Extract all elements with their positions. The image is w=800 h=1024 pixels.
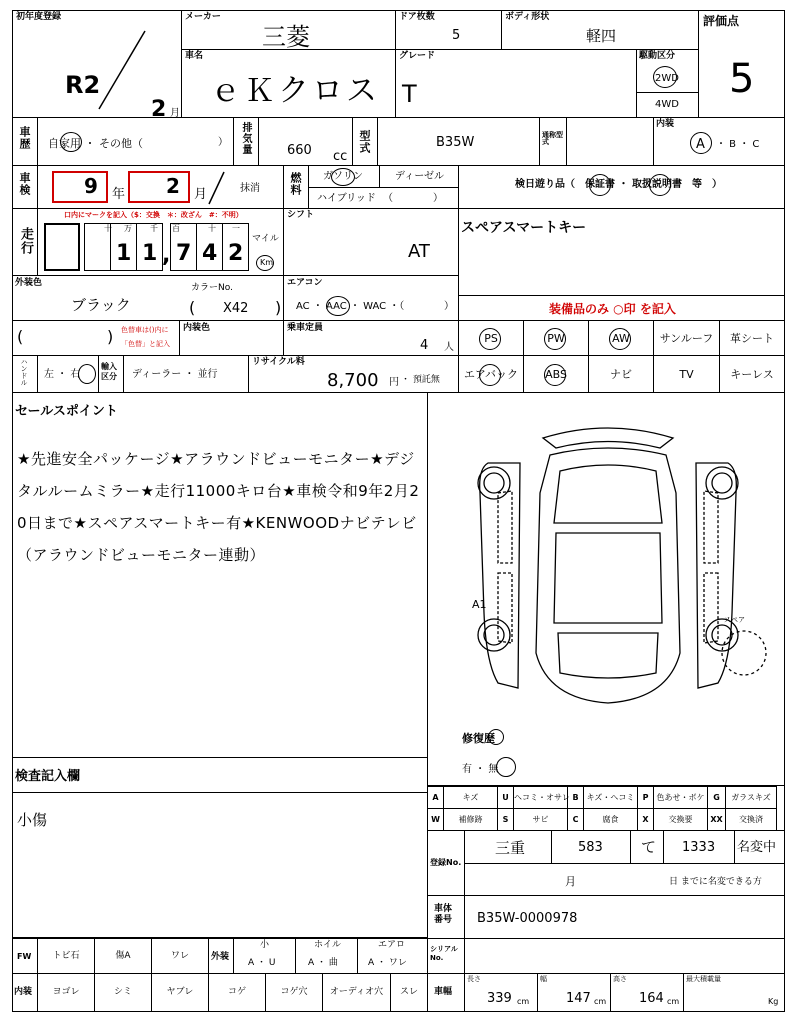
fuel-label: 燃料 [289, 172, 302, 196]
height-label: 高さ [613, 975, 627, 983]
fuel-cell [308, 165, 459, 209]
ac-close: ） [444, 301, 454, 312]
ext-wheel-cell [295, 938, 358, 974]
int-item-label: オーディオ穴 [329, 987, 384, 997]
fuel-hybrid-paren: （ ） [383, 193, 443, 204]
odometer-unit-label-5: 一 [232, 224, 240, 233]
legend-text: 補修跡 [458, 815, 483, 824]
drive-2wd: 2WD [655, 73, 679, 84]
load-unit: Kg [768, 997, 779, 1006]
repair-none-circle [496, 757, 516, 777]
color-code-value: X42 [223, 301, 249, 316]
score-value: 5 [729, 56, 755, 102]
capacity-unit: 人 [444, 342, 454, 353]
reg-change: 名変中 [737, 840, 777, 855]
color-code-close: ) [275, 298, 282, 317]
ext-aero-value: A ・ ワレ [368, 958, 407, 968]
reg-place-cell [464, 830, 552, 864]
equip-label: TV [679, 368, 694, 381]
length-cell [464, 973, 538, 1012]
cert-cell [566, 117, 654, 166]
diagonal-slash [93, 27, 153, 112]
fw-item-cell [37, 938, 95, 974]
int-color-cell [179, 320, 284, 356]
load-label: 最大積載量 [686, 975, 721, 983]
odometer-note: 口内にマークを記入（$：交換 ＊：改ざん #：不明） [64, 211, 243, 219]
history-label: 車歴 [18, 126, 31, 150]
reg-kana: て [641, 838, 657, 856]
equip-label: エアバック [463, 368, 519, 381]
odometer-unit-label-0: 十 [104, 224, 112, 233]
legend-code: C [572, 815, 579, 824]
import-label: 輸入区分 [101, 362, 117, 381]
int-color-label: 内装色 [183, 323, 211, 333]
capacity-value: 4 [420, 338, 429, 353]
reg-day-note: 日 までに名変できる方 [669, 877, 762, 887]
maker-cell [181, 10, 396, 50]
fw-item-label: トビ石 [52, 951, 80, 961]
sales-cell [12, 392, 428, 758]
equip-circle [479, 364, 501, 386]
fuel-gas-circle [331, 168, 355, 186]
model-cell [377, 117, 540, 166]
reg-class-cell [551, 830, 631, 864]
load-cell [683, 973, 785, 1012]
color-change-close: ) [107, 327, 114, 346]
int-item-cell [94, 973, 152, 1012]
equip-label: サンルーフ [659, 332, 714, 345]
odometer-digit-1: 1 [142, 241, 158, 266]
legend-code-cell [567, 808, 584, 831]
ext-label-cell [208, 938, 234, 974]
inspection-slash [206, 170, 228, 206]
odometer-km: Km [260, 258, 274, 267]
reg-number-cell [663, 830, 735, 864]
legend-text: キズ・ヘコミ [586, 793, 635, 802]
equip-cell-2-4 [653, 355, 720, 393]
int-label-cell [12, 973, 38, 1012]
int-item-label: コゲ穴 [280, 987, 308, 997]
inspector-text: 小傷 [17, 811, 48, 829]
inspection-month-box [128, 171, 190, 203]
reg-place: 三重 [495, 839, 526, 857]
color-code-open: ( [189, 298, 196, 317]
inspection-month: 2 [166, 174, 180, 198]
color-change-open: ( [17, 327, 24, 346]
serial-label-cell [427, 938, 465, 974]
size-label-cell [427, 973, 465, 1012]
legend-text-cell [583, 808, 638, 831]
legend-code: X [642, 815, 649, 824]
ext-label: 外装 [211, 952, 230, 962]
body-value: 軽四 [586, 27, 617, 45]
drive-2wd-circle [653, 66, 677, 88]
recycle-value: 8,700 [327, 370, 379, 391]
fuel-hybrid: ハイブリッド [317, 193, 376, 204]
odometer-mile: マイル [252, 234, 279, 244]
equip-circle [544, 364, 566, 386]
first-reg-label: 初年度登録 [16, 12, 62, 22]
odometer-label-cell [12, 208, 38, 276]
doors-value: 5 [452, 28, 461, 43]
cert-label-cell [539, 117, 567, 166]
import-label-cell [98, 355, 124, 393]
erased-label: 抹消 [240, 183, 260, 194]
chassis-value: B35W-0000978 [477, 911, 578, 926]
interior-rest: ・ B ・ C [716, 139, 760, 150]
odometer-unit-label-3: 百 [172, 224, 180, 233]
handle-value: 左 ・ 右 [44, 369, 81, 380]
odometer-unit-label-1: 万 [124, 224, 132, 233]
fw-item-cell [94, 938, 152, 974]
import-cell [123, 355, 249, 393]
ext-color-label: 外装色 [15, 278, 43, 288]
shift-label: シフト [287, 210, 315, 220]
name-label: 車名 [185, 51, 204, 61]
inspection-label-cell [12, 165, 38, 209]
legend-code-cell [707, 786, 726, 809]
grade-label: グレード [399, 51, 436, 61]
reg-deadline-cell [464, 863, 785, 896]
inspection-year: 9 [84, 174, 98, 198]
sales-title: セールスポイント [15, 404, 118, 419]
disp-label-cell [233, 117, 259, 166]
spare-label: スペア [724, 616, 745, 624]
ac-value: AC ・ AAC ・ WAC ・（ [296, 301, 405, 312]
equip-label: AW [612, 332, 630, 345]
name-value: ｅＫクロス [210, 73, 380, 109]
model-value: B35W [436, 135, 475, 150]
int-item-label: コゲ [227, 987, 246, 997]
legend-text: キズ [462, 793, 479, 802]
legend-text-cell [725, 808, 777, 831]
docs-cell [458, 165, 785, 209]
reg-number: 1333 [682, 840, 716, 855]
equip-label: PS [484, 332, 498, 345]
inspection-cell [37, 165, 284, 209]
legend-text: サビ [532, 815, 549, 824]
int-item-cell [151, 973, 209, 1012]
int-item-cell [265, 973, 323, 1012]
reg-class: 583 [578, 840, 603, 855]
legend-text: 色あせ・ボケ [656, 793, 705, 802]
interior-label: 内装 [656, 119, 675, 129]
shift-value: AT [408, 241, 430, 262]
body-cell [501, 10, 699, 50]
name-cell [181, 49, 396, 118]
int-item-label: ヤブレ [166, 987, 194, 997]
int-item-cell [390, 973, 428, 1012]
handle-right-circle [78, 364, 96, 384]
first-reg-month: 2 [151, 97, 167, 122]
drive-4wd: 4WD [655, 99, 679, 110]
recycle-label: リサイクル料 [252, 357, 305, 367]
chassis-label: 車体番号 [434, 904, 453, 925]
int-item-label: スレ [399, 987, 418, 997]
handle-label: ハンドル [20, 358, 28, 386]
repair-label: 修復歴 [462, 732, 495, 745]
equip-cell-1-3 [588, 320, 654, 356]
maker-value: 三菱 [262, 23, 310, 51]
inspector-cell [12, 792, 428, 938]
legend-text-cell [513, 808, 568, 831]
height-value: 164 [639, 991, 664, 1006]
legend-code: U [502, 793, 509, 802]
fuel-gas: ガソリン [323, 171, 363, 182]
size-label: 車幅 [434, 987, 453, 997]
equip-label: ナビ [610, 368, 632, 381]
legend-text-cell [653, 808, 708, 831]
legend-code-cell [497, 808, 514, 831]
grade-value: T [402, 80, 417, 108]
odometer-unit-label-2: 千 [150, 224, 158, 233]
odometer-label: 走行 [18, 227, 33, 255]
inspection-year-unit: 年 [112, 187, 126, 202]
legend-text-cell [725, 786, 777, 809]
history-close: ） [218, 137, 228, 148]
ext-color-value: ブラック [71, 296, 131, 314]
legend-text: 交換済 [739, 815, 763, 824]
color-change-cell [12, 320, 180, 356]
ext-wheel-label: ホイル [314, 940, 342, 950]
equip-cell-2-1 [458, 355, 524, 393]
docs-value: 検日遊り品（ 保証書 ・ 取扱説明書 等 ） [515, 179, 722, 190]
equip-cell-1-2 [523, 320, 589, 356]
equip-note-cell [458, 295, 785, 321]
int-item-label: ヨゴレ [52, 987, 80, 997]
chassis-label-cell [427, 895, 465, 939]
equip-label: ABS [545, 368, 567, 381]
body-label: ボディ形状 [505, 12, 550, 22]
ac-label: エアコン [287, 278, 323, 288]
equip-circle [544, 328, 566, 350]
fw-item-cell [151, 938, 209, 974]
legend-code: B [572, 793, 579, 802]
color-change-note-1: 色替車は()内に [121, 326, 169, 334]
reg-kana-cell [630, 830, 664, 864]
equip-label: キーレス [730, 368, 774, 381]
legend-code: G [713, 793, 720, 802]
grade-cell [395, 49, 637, 118]
reg-label-cell [427, 830, 465, 896]
history-circle [60, 132, 82, 152]
drive-label: 駆動区分 [639, 51, 676, 61]
drive-cell [636, 49, 699, 118]
legend-code: A [432, 793, 439, 802]
history-value: 自家用 ・ その他（ [48, 137, 143, 150]
model-label: 型式 [358, 130, 371, 154]
cert-label: 通称型式 [542, 131, 563, 146]
ac-cell [283, 275, 459, 321]
ext-color-cell [12, 275, 284, 321]
fuel-diesel: ディーゼル [395, 171, 444, 182]
legend-code: P [642, 793, 649, 802]
legend-text-cell [443, 808, 498, 831]
features-value: スペアスマートキー [461, 220, 587, 236]
ext-small-cell [233, 938, 296, 974]
shift-cell [283, 208, 459, 276]
fw-label-cell [12, 938, 38, 974]
fw-item-label: 傷A [115, 951, 131, 961]
height-cell [610, 973, 684, 1012]
legend-text: 腐食 [602, 815, 619, 824]
chassis-cell [464, 895, 785, 939]
legend-text: ヘコミ・オサレ [514, 793, 570, 802]
docs-manual-circle [649, 174, 671, 196]
color-code-label: カラーNo. [191, 283, 233, 293]
equip-cell-2-3 [588, 355, 654, 393]
recycle-unit: 円 [389, 377, 399, 388]
repair-label-circle [488, 729, 504, 745]
inspection-month-unit: 月 [194, 187, 208, 202]
capacity-label: 乗車定員 [287, 323, 324, 333]
odometer-digit-3: 4 [202, 241, 218, 266]
damage-mark-a1: A1 [472, 598, 487, 611]
serial-label: シリアルNo. [430, 945, 458, 963]
legend-code: XX [710, 815, 723, 824]
legend-text-cell [653, 786, 708, 809]
odometer-digit-4: 2 [228, 241, 244, 266]
legend-code: S [502, 815, 509, 824]
legend-code-cell [427, 786, 444, 809]
handle-cell [37, 355, 99, 393]
legend-code-cell [427, 808, 444, 831]
legend-code-cell [567, 786, 584, 809]
odometer-digit-0: 1 [116, 241, 132, 266]
int-label: 内装 [14, 987, 33, 997]
disp-cell [258, 117, 353, 166]
odometer-unit-label-4: 十 [208, 224, 216, 233]
score-cell [698, 10, 785, 118]
score-label: 評価点 [703, 14, 740, 28]
width-label: 幅 [540, 975, 547, 983]
serial-cell [464, 938, 785, 974]
repair-value: 有 ・ 無 [462, 764, 499, 775]
doors-cell [395, 10, 502, 50]
int-item-cell [322, 973, 391, 1012]
ext-aero-label: エアロ [378, 940, 406, 950]
fuel-label-cell [283, 165, 309, 209]
height-unit: cm [667, 997, 680, 1006]
reg-month-unit: 月 [565, 875, 576, 888]
ext-small-value: A ・ U [248, 958, 276, 968]
recycle-note: ・ 預託無 [401, 375, 440, 385]
docs-warranty-circle [589, 174, 611, 196]
ext-aero-cell [357, 938, 428, 974]
model-label-cell [352, 117, 378, 166]
equip-cell-2-2 [523, 355, 589, 393]
odometer-cell [37, 208, 284, 276]
legend-code-cell [497, 786, 514, 809]
odometer-km-circle [256, 255, 274, 271]
disp-label: 排気量 [240, 122, 251, 155]
reg-label: 登録No. [430, 858, 462, 867]
legend-text-cell [583, 786, 638, 809]
color-change-note-2: 「色替」と記入 [121, 340, 170, 348]
legend-text-cell [513, 786, 568, 809]
reg-change-cell [734, 830, 785, 864]
doors-label: ドア枚数 [399, 12, 435, 22]
fw-label: FW [17, 952, 32, 961]
equip-cell-2-5 [719, 355, 785, 393]
int-item-label: シミ [113, 987, 132, 997]
equip-label: PW [547, 332, 565, 345]
equip-label: 革シート [730, 332, 774, 345]
interior-a-circle [690, 132, 712, 154]
inspector-title-cell [12, 757, 428, 793]
ext-wheel-value: A ・ 曲 [308, 958, 338, 968]
diagram-cell [427, 392, 785, 786]
int-item-cell [37, 973, 95, 1012]
width-value: 147 [566, 991, 591, 1006]
ac-circle [326, 296, 350, 316]
recycle-cell [248, 355, 459, 393]
legend-code-cell [637, 808, 654, 831]
equip-cell-1-1 [458, 320, 524, 356]
inspection-year-box [52, 171, 108, 203]
odometer-digit-2: 7 [176, 241, 192, 266]
inspection-label: 車検 [18, 172, 31, 196]
fw-item-label: ワレ [170, 951, 189, 961]
legend-text: 交換要 [668, 815, 693, 824]
first-reg-year: R2 [65, 71, 101, 99]
disp-value: 660 [287, 143, 312, 158]
features-cell [458, 208, 785, 296]
history-label-cell [12, 117, 38, 166]
legend-text: ガラスキズ [731, 793, 771, 802]
legend-code-cell [637, 786, 654, 809]
sales-text: ★先進安全パッケージ★アラウンドビューモニター★デジタルルームミラー★走行11000キロ台★車検令和9年2月20日まで★スペアスマートキー有★KENWOODナビテレビ（アラウンドビューモニター連動） [17, 450, 420, 564]
legend-code: W [431, 815, 440, 824]
first-reg-month-unit: 月 [170, 108, 180, 119]
history-cell [37, 117, 234, 166]
length-value: 339 [487, 991, 512, 1006]
legend-text-cell [443, 786, 498, 809]
width-cell [537, 973, 611, 1012]
equip-circle [479, 328, 501, 350]
maker-label: メーカー [185, 12, 221, 22]
first-registration-cell [12, 10, 182, 122]
legend-code-cell [707, 808, 726, 831]
inspector-title: 検査記入欄 [15, 769, 81, 784]
width-unit: cm [594, 997, 607, 1006]
odometer-comma: , [162, 243, 171, 268]
int-item-cell [208, 973, 266, 1012]
equip-circle [609, 328, 631, 350]
disp-unit: cc [333, 149, 348, 164]
length-label: 長さ [467, 975, 481, 983]
equip-cell-1-5 [719, 320, 785, 356]
length-unit: cm [517, 997, 530, 1006]
ext-small-label: 小 [260, 940, 270, 950]
car-diagram [448, 413, 768, 713]
equip-cell-1-4 [653, 320, 720, 356]
legend-edge [784, 786, 785, 831]
handle-label-cell [12, 355, 38, 393]
interior-grade-cell [653, 117, 785, 166]
odometer-prefix-box [44, 223, 80, 271]
equip-note: 装備品のみ ○印 を記入 [549, 302, 676, 316]
interior-a: A [696, 137, 705, 152]
import-value: ディーラー ・ 並行 [132, 369, 218, 380]
capacity-cell [283, 320, 459, 356]
